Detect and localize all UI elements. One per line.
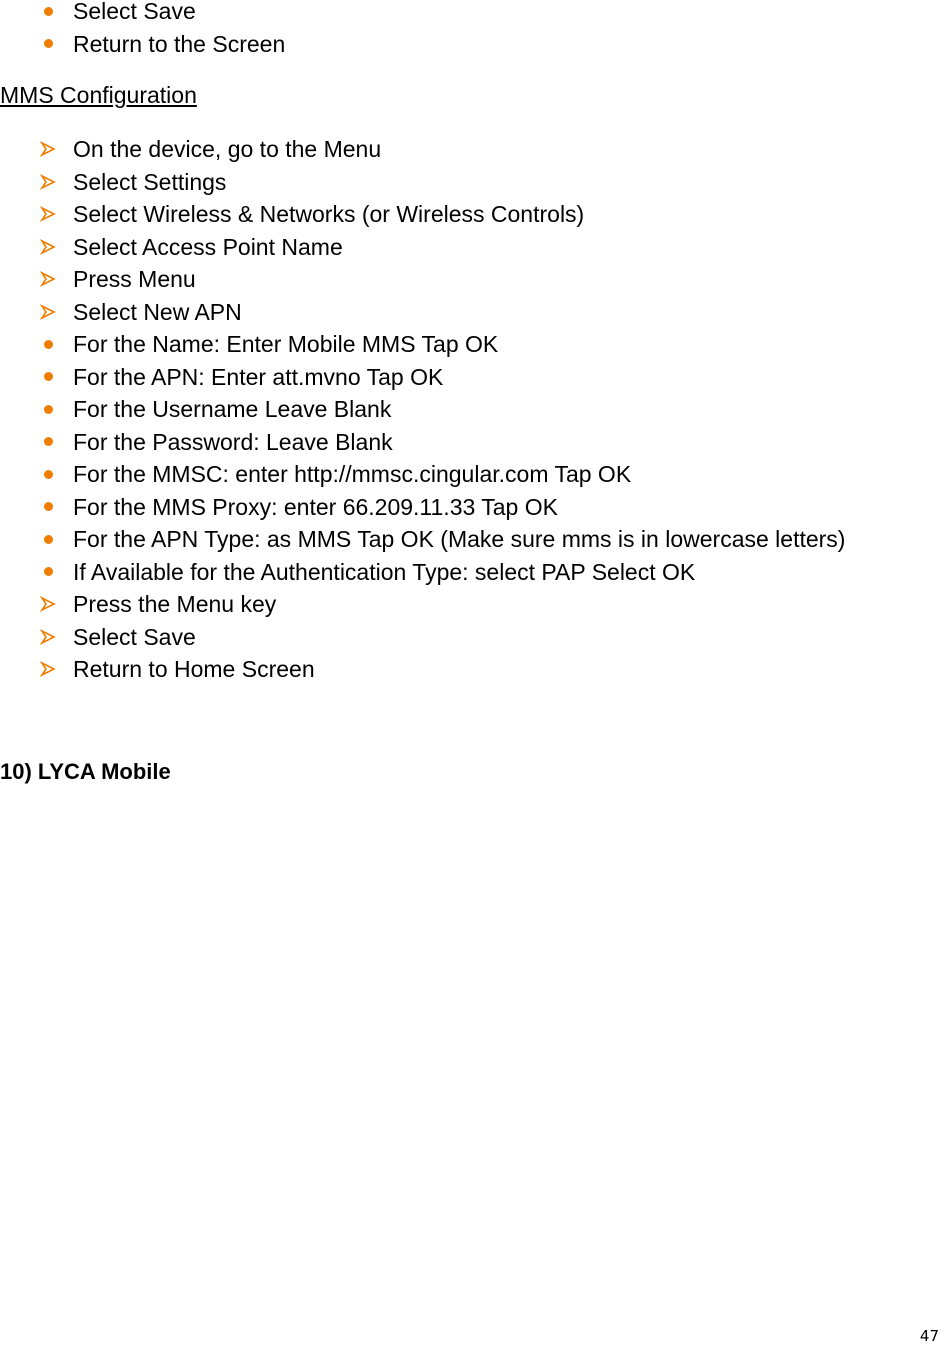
arrow-bullet-icon [36, 301, 60, 323]
list-item [0, 428, 947, 464]
list-item-text: Select Access Point Name [73, 233, 343, 260]
list-item-text: For the APN: Enter att.mvno Tap OK [73, 363, 444, 390]
top-step-list [0, 0, 947, 65]
dot-bullet-icon [36, 0, 60, 22]
list-item [0, 203, 947, 236]
list-item-text: Select Save [73, 623, 196, 650]
list-item [0, 493, 947, 529]
dot-bullet-icon [36, 431, 60, 453]
list-item [0, 593, 947, 626]
list-item [0, 558, 947, 594]
dot-bullet-icon [36, 333, 60, 355]
arrow-bullet-icon [36, 171, 60, 193]
list-item [0, 363, 947, 399]
dot-bullet-icon [36, 398, 60, 420]
lyca-mobile-section-title: 10) LYCA Mobile [0, 759, 171, 784]
list-item [0, 398, 947, 431]
dot-bullet-icon [36, 496, 60, 518]
list-item-text: Press Menu [73, 266, 196, 292]
list-item-text: Select Wireless & Networks (or Wireless Controls) [73, 201, 585, 227]
list-item [0, 333, 947, 366]
list-item-text: Select Save [73, 0, 196, 24]
list-item-text: Select Settings [73, 168, 227, 195]
list-item-text: For the Name: Enter Mobile MMS Tap OK [73, 331, 499, 357]
list-item-text: For the MMSC: enter http://mmsc.cingular.com Tap OK [73, 461, 632, 487]
dot-bullet-icon [36, 33, 60, 55]
list-item-text: For the Password: Leave Blank [73, 428, 393, 455]
arrow-bullet-icon [36, 236, 60, 258]
list-item [0, 623, 947, 659]
arrow-bullet-icon [36, 138, 60, 160]
list-item [0, 298, 947, 334]
dot-bullet-icon [36, 463, 60, 485]
list-item [0, 528, 947, 561]
list-item [0, 30, 947, 66]
arrow-bullet-icon [36, 658, 60, 680]
dot-bullet-icon [36, 366, 60, 388]
list-item-text: For the MMS Proxy: enter 66.209.11.33 Tap OK [73, 493, 558, 520]
arrow-bullet-icon [36, 268, 60, 290]
list-item-text: For the APN Type: as MMS Tap OK (Make sure mms is in lowercase letters) [73, 526, 846, 552]
list-item [0, 168, 947, 204]
list-item [0, 138, 947, 171]
list-item [0, 0, 947, 33]
list-item-text: Press the Menu key [73, 591, 277, 617]
mms-configuration-heading: MMS Configuration [0, 82, 197, 108]
arrow-bullet-icon [36, 626, 60, 648]
list-item [0, 463, 947, 496]
list-item [0, 268, 947, 301]
page-number: 47 [919, 1327, 939, 1345]
list-item [0, 233, 947, 269]
arrow-bullet-icon [36, 593, 60, 615]
dot-bullet-icon [36, 561, 60, 583]
list-item [0, 658, 947, 691]
list-item-text: Return to Home Screen [73, 656, 315, 682]
dot-bullet-icon [36, 528, 60, 550]
arrow-bullet-icon [36, 203, 60, 225]
list-item-text: Return to the Screen [73, 30, 286, 57]
list-item-text: For the Username Leave Blank [73, 396, 392, 422]
list-item-text: If Available for the Authentication Type: select PAP Select OK [73, 558, 696, 585]
list-item-text: Select New APN [73, 298, 242, 325]
list-item-text: On the device, go to the Menu [73, 136, 382, 162]
mms-configuration-step-list [0, 138, 947, 691]
